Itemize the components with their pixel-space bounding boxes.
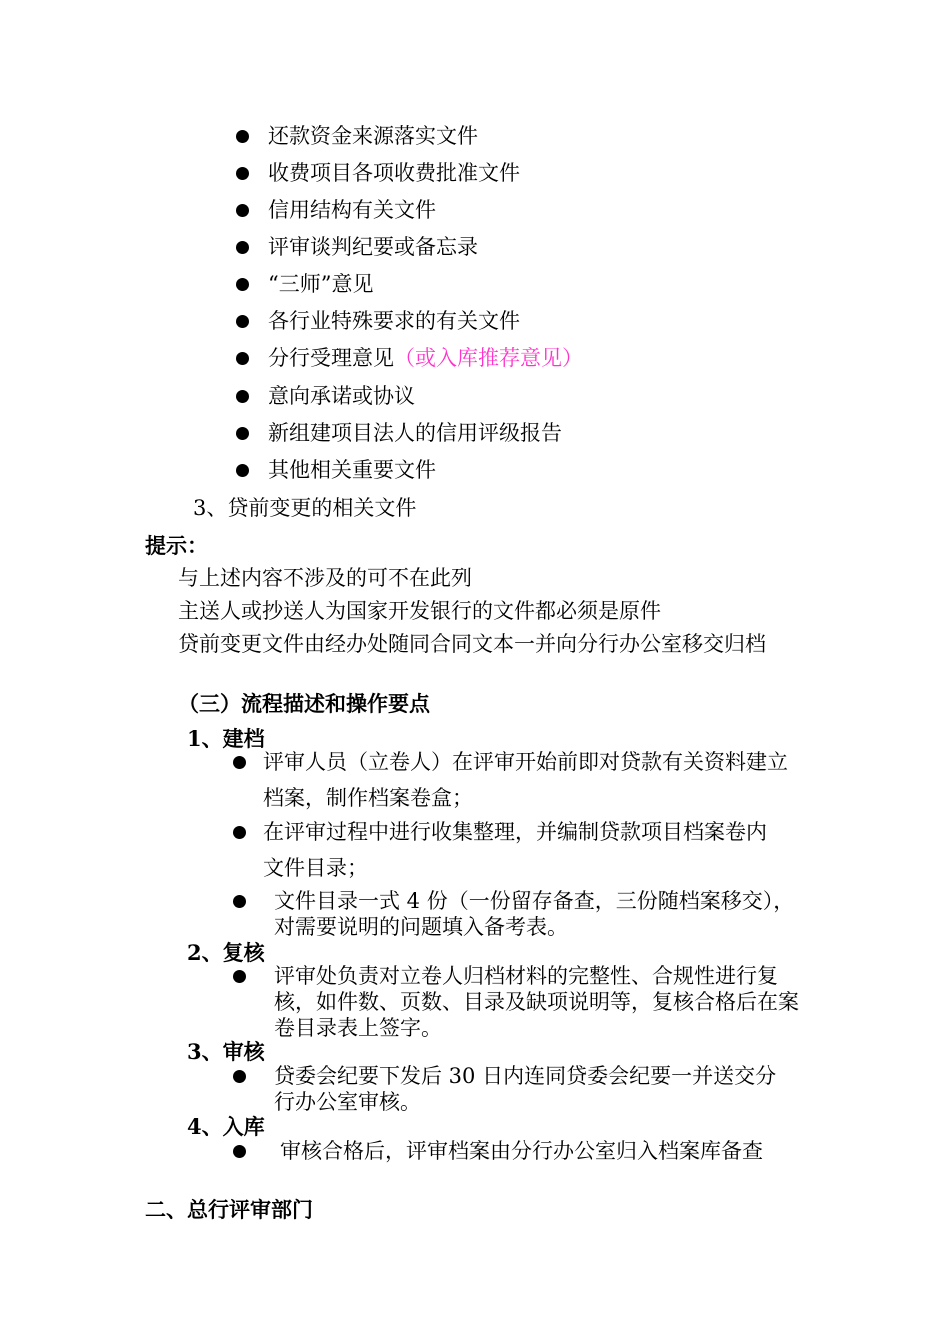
step-bullet-line: 文件目录一式 4 份（一份留存备查，三份随档案移交）， bbox=[274, 889, 795, 913]
list-item-text: 分行受理意见 bbox=[268, 346, 394, 370]
bullet-dot bbox=[236, 352, 249, 365]
list-item: 新组建项目法人的信用评级报告 bbox=[268, 421, 562, 445]
list-item: 各行业特殊要求的有关文件 bbox=[268, 309, 520, 333]
step-heading: 4、入库 bbox=[187, 1114, 265, 1139]
bullet-dot bbox=[236, 204, 249, 217]
list-item: 意向承诺或协议 bbox=[268, 384, 415, 408]
bullet-dot bbox=[236, 427, 249, 440]
step-bullet-line: 行办公室审核。 bbox=[274, 1090, 421, 1114]
step-bullet-line: 评审处负责对立卷人归档材料的完整性、合规性进行复 bbox=[274, 964, 778, 988]
step-bullet-line: 贷委会纪要下发后 30 日内连同贷委会纪要一并送交分 bbox=[274, 1064, 777, 1088]
bullet-dot bbox=[233, 826, 246, 839]
list-item: 还款资金来源落实文件 bbox=[268, 124, 478, 148]
step-bullet-line: 文件目录； bbox=[263, 856, 368, 880]
list-item: 信用结构有关文件 bbox=[268, 198, 436, 222]
step-bullet-line: 审核合格后，评审档案由分行办公室归入档案库备查 bbox=[280, 1139, 763, 1163]
list-item bbox=[268, 345, 583, 371]
bullet-dot bbox=[236, 278, 249, 291]
item-3-heading: 3、贷前变更的相关文件 bbox=[193, 496, 417, 520]
step-bullet-line: 卷目录表上签字。 bbox=[274, 1016, 442, 1040]
bullet-dot bbox=[233, 1070, 246, 1083]
bullet-dot bbox=[233, 756, 246, 769]
bullet-dot bbox=[236, 390, 249, 403]
bullet-dot bbox=[233, 1145, 246, 1158]
bullet-dot bbox=[236, 130, 249, 143]
step-bullet-line: 档案，制作档案卷盒； bbox=[263, 786, 473, 810]
list-item: 评审谈判纪要或备忘录 bbox=[268, 235, 478, 259]
step-heading: 2、复核 bbox=[187, 940, 265, 965]
step-bullet-line: 评审人员（立卷人）在评审开始前即对贷款有关资料建立 bbox=[263, 750, 788, 774]
bullet-dot bbox=[236, 464, 249, 477]
step-heading: 1、建档 bbox=[187, 726, 265, 751]
tip-title: 提示： bbox=[145, 533, 208, 558]
bullet-dot bbox=[236, 315, 249, 328]
tip-line: 贷前变更文件由经办处随同合同文本一并向分行办公室移交归档 bbox=[178, 632, 766, 656]
bullet-dot bbox=[233, 895, 246, 908]
list-item: “三师”意见 bbox=[268, 272, 374, 296]
list-item: 收费项目各项收费批准文件 bbox=[268, 161, 520, 185]
tip-line: 主送人或抄送人为国家开发银行的文件都必须是原件 bbox=[178, 599, 661, 623]
list-item-note: （或入库推荐意见） bbox=[394, 346, 583, 370]
section-title: 二、总行评审部门 bbox=[145, 1197, 313, 1222]
step-bullet-line: 在评审过程中进行收集整理，并编制贷款项目档案卷内 bbox=[263, 820, 767, 844]
bullet-dot bbox=[236, 167, 249, 180]
step-bullet-line: 对需要说明的问题填入备考表。 bbox=[274, 915, 568, 939]
step-heading: 3、审核 bbox=[187, 1039, 265, 1064]
step-bullet-line: 核，如件数、页数、目录及缺项说明等，复核合格后在案 bbox=[274, 990, 799, 1014]
bullet-dot bbox=[236, 241, 249, 254]
list-item: 其他相关重要文件 bbox=[268, 458, 436, 482]
bullet-dot bbox=[233, 970, 246, 983]
tip-line: 与上述内容不涉及的可不在此列 bbox=[178, 566, 472, 590]
section-title: （三）流程描述和操作要点 bbox=[178, 691, 430, 716]
